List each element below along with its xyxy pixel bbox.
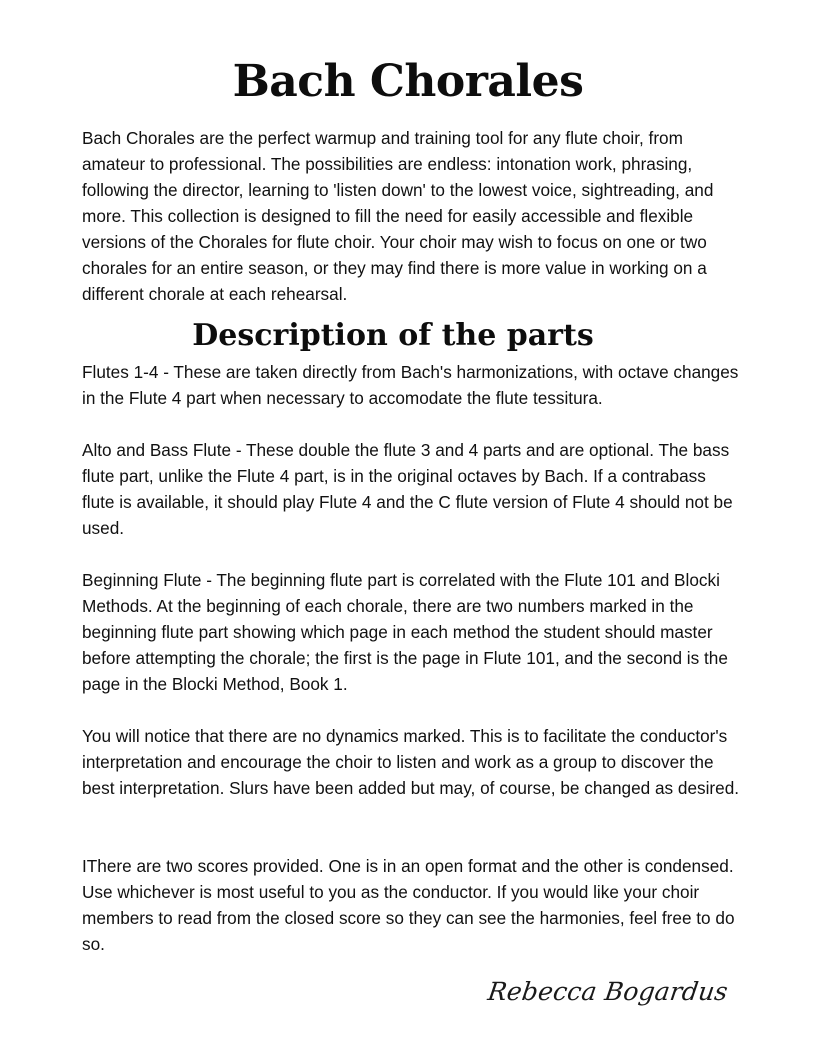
- section-title: Description of the parts: [192, 318, 594, 353]
- paragraph-dynamics: You will notice that there are no dynamics marked. This is to facilitate the conductor's interpretation and encourage the choir to listen and work as a group to discover the best interpretation. Slurs have been added but may, of course, be changed as desired.: [82, 726, 740, 798]
- intro-paragraph: Bach Chorales are the perfect warmup and training tool for any flute choir, from amateur to professional. The possibilities are endless: intonation work, phrasing, following the director, learning to 'listen down' to the lowest voice, sightreading, and more. This collection is designed to fill the need for easily accessible and flexible versions of the Chorales for flute choir. Your choir may wish to focus on one or two chorales for an entire season, or they may find there is more value in working on a different chorale at each rehearsal.: [82, 128, 714, 304]
- paragraph-flutes: Flutes 1-4 - These are taken directly from Bach's harmonizations, with octave changes in the Flute 4 part when necessary to accomodate the flute tessitura.: [82, 362, 739, 408]
- signature: Rebecca Bogardus: [486, 977, 730, 1006]
- paragraph-scores: IThere are two scores provided. One is in an open format and the other is condensed. Use whichever is most useful to you as the conductor. If you would like your choir members to read from the closed score so they can see the harmonies, feel free to do so.: [82, 856, 735, 954]
- page-title: Bach Chorales: [232, 56, 584, 107]
- paragraph-beginning-flute: Beginning Flute - The beginning flute part is correlated with the Flute 101 and Blocki Methods. At the beginning of each chorale, there are two numbers marked in the beginning flute part showing which page in each method the student should master before attempting the chorale; the first is the page in Flute 101, and the second is the page in the Blocki Method, Book 1.: [82, 570, 728, 694]
- paragraph-alto-bass: Alto and Bass Flute - These double the flute 3 and 4 parts and are optional. The bass flute part, unlike the Flute 4 part, is in the original octaves by Bach. If a contrabass flute is available, it should play Flute 4 and the C flute version of Flute 4 should not be used.: [82, 440, 733, 538]
